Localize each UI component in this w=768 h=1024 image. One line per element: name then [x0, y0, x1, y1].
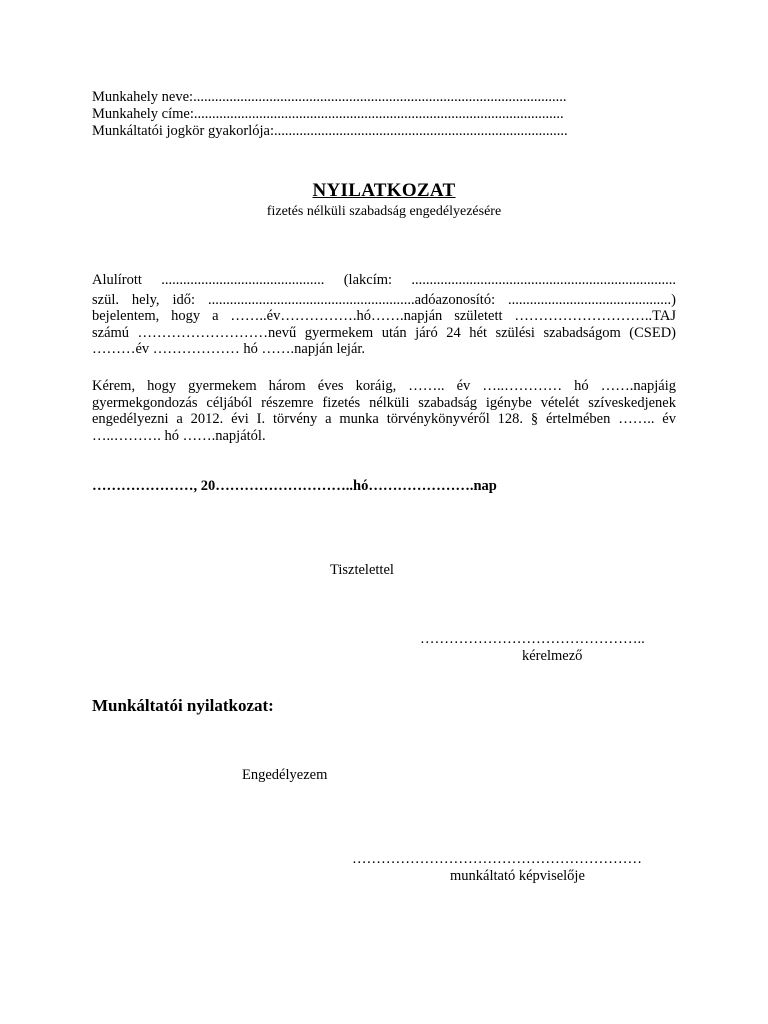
- employer-representative-label: munkáltató képviselője: [450, 868, 585, 884]
- request-line-4: …..………. hó …….napjától.: [92, 427, 266, 444]
- declaration-line-3: bejelentem, hogy a ……..év…………….hó…….napján született ………………………..TAJ: [92, 308, 676, 324]
- employer-signature-line: ……………………………………………………: [352, 851, 642, 867]
- request-paragraph: [92, 378, 676, 444]
- declaration-line-4: számú ………………………nevű gyermekem után járó 24 hét szülési szabadságom (CSED): [92, 324, 676, 341]
- request-line-1: Kérem, hogy gyermekem három éves koráig, …….. év …..………… hó …….napjáig: [92, 378, 676, 394]
- declaration-line-1: Alulírott ............................................. (lakcím: .........................................................................: [92, 272, 676, 288]
- document-title: NYILATKOZAT: [312, 180, 456, 201]
- employer-address-line: Munkahely címe:......................................................................................................: [92, 106, 564, 122]
- request-line-2: gyermekgondozás céljából részemre fizetés nélküli szabadság igénybe vételét szíveskedjenek: [92, 394, 676, 411]
- request-line-3: engedélyezni a 2012. évi I. törvény a munka törvénykönyvéről 128. § értelmében …….. év: [92, 411, 676, 427]
- document-subtitle: fizetés nélküli szabadság engedélyezésére: [266, 204, 502, 219]
- date-line: …………………, 20………………………..hó………………….nap: [92, 478, 497, 494]
- declaration-line-5: ………év ……………… hó …….napján lejár.: [92, 341, 366, 357]
- applicant-label: kérelmező: [522, 648, 583, 664]
- employer-name-line: Munkahely neve:.......................................................................................................: [92, 89, 567, 105]
- closing-text: Tisztelettel: [330, 562, 394, 578]
- declaration-line-2: szül. hely, idő: .........................................................adóazonosító: .............................................): [92, 291, 676, 308]
- declaration-paragraph: [92, 272, 676, 358]
- approval-text: Engedélyezem: [242, 767, 328, 783]
- applicant-signature-line: ………………………………………..: [420, 631, 645, 647]
- employer-rights-line: Munkáltatói jogkör gyakorlója:.................................................................................: [92, 123, 568, 139]
- employer-section-title: Munkáltatói nyilatkozat:: [92, 696, 274, 715]
